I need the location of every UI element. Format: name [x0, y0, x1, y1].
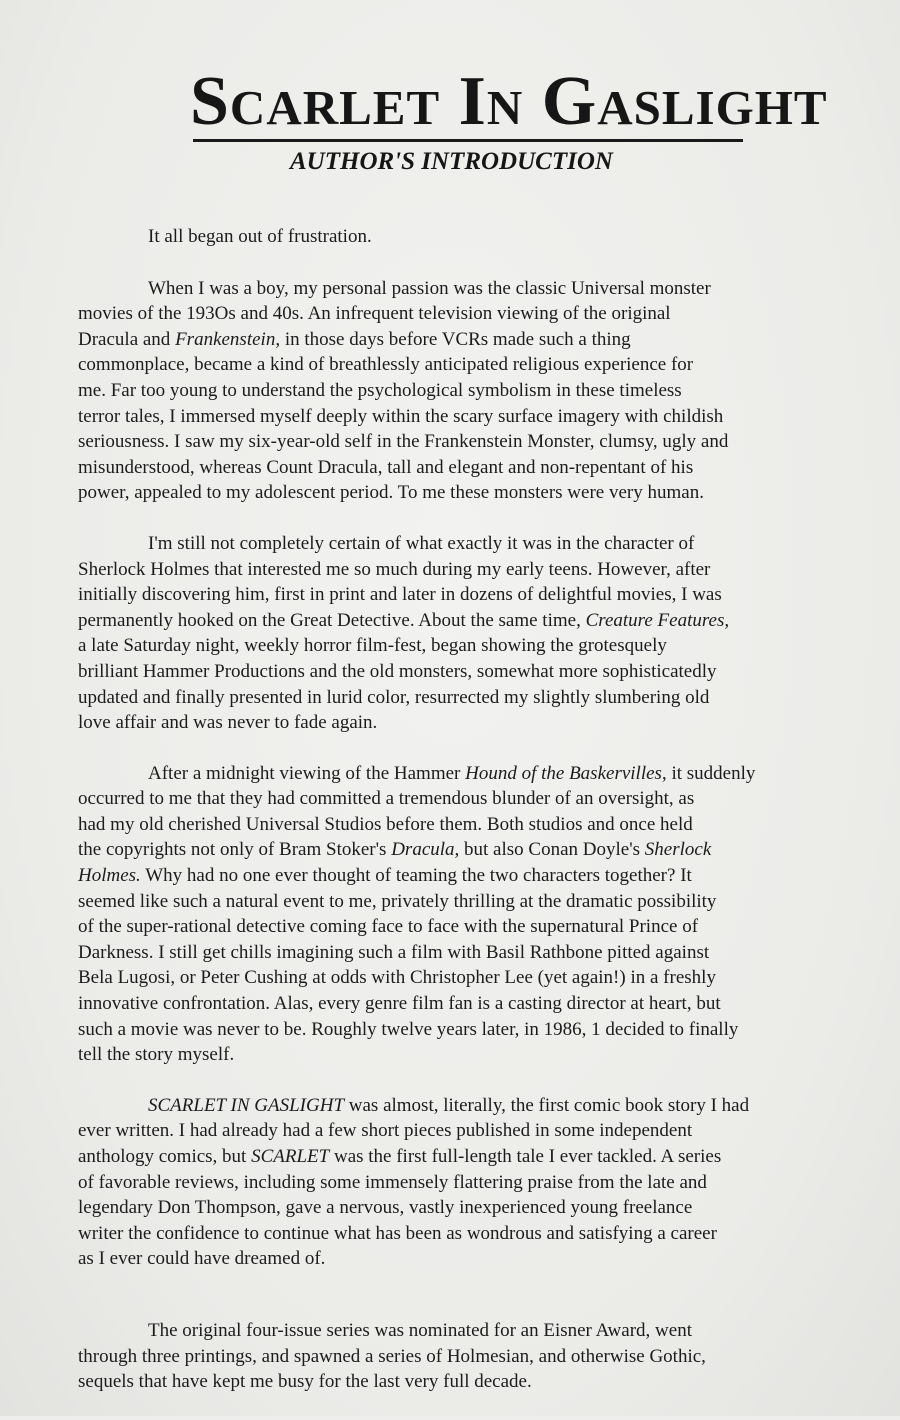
text-line: anthology comics, but SCARLET was the first full-length tale I ever tackled. A series	[78, 1146, 722, 1167]
text-line: initially discovering him, first in print and later in dozens of delightful movies, I was	[78, 584, 722, 606]
text-line: movies of the 193Os and 40s. An infrequent television viewing of the original	[78, 303, 671, 325]
text-line: misunderstood, whereas Count Dracula, tall and elegant and non-repentant of his	[78, 456, 694, 478]
text-line: Bela Lugosi, or Peter Cushing at odds with Christopher Lee (yet again!) in a freshly	[78, 967, 716, 989]
text-line: I'm still not completely certain of what exactly it was in the character of	[148, 532, 695, 554]
text-line: commonplace, became a kind of breathlessly anticipated religious experience for	[78, 354, 694, 376]
text-line: After a midnight viewing of the Hammer Hound of the Baskervilles, it suddenly	[148, 762, 756, 784]
text-line: Holmes. Why had no one ever thought of teaming the two characters together? It	[78, 865, 692, 887]
text-line: Dracula and Frankenstein, in those days before VCRs made such a thing	[78, 328, 631, 350]
text-line: SCARLET IN GASLIGHT was almost, literally, the first comic book story I had	[148, 1094, 750, 1116]
text-line: updated and finally presented in lurid color, resurrected my slightly slumbering old	[78, 686, 710, 708]
text-line: a late Saturday night, weekly horror film-fest, began showing the grotesquely	[78, 635, 667, 657]
section-subtitle: AUTHOR'S INTRODUCTION	[290, 148, 613, 175]
text-line: power, appealed to my adolescent period. To me these monsters were very human.	[78, 482, 704, 504]
text-line: innovative confrontation. Alas, every genre film fan is a casting director at heart, but	[78, 993, 721, 1015]
text-line: love affair and was never to fade again.	[78, 712, 378, 734]
introduction-body	[78, 224, 868, 1420]
paragraph	[78, 1093, 868, 1272]
text-line: permanently hooked on the Great Detective. About the same time, Creature Features,	[78, 609, 730, 631]
text-line: Darkness. I still get chills imagining such a film with Basil Rathbone pitted against	[78, 941, 710, 963]
text-line: The original four-issue series was nominated for an Eisner Award, went	[148, 1319, 692, 1341]
text-line: It all began out of frustration.	[148, 226, 372, 247]
paragraph	[78, 761, 868, 1068]
text-line: occurred to me that they had committed a tremendous blunder of an oversight, as	[78, 788, 695, 810]
title-rule	[193, 139, 743, 142]
paragraph	[78, 276, 868, 506]
text-line: When I was a boy, my personal passion was the classic Universal monster	[148, 277, 711, 299]
text-line: the copyrights not only of Bram Stoker's Dracula, but also Conan Doyle's Sherlock	[78, 839, 712, 861]
text-line: seriousness. I saw my six-year-old self in the Frankenstein Monster, clumsy, ugly and	[78, 431, 729, 453]
paragraph	[78, 224, 868, 250]
text-line: legendary Don Thompson, gave a nervous, vastly inexperienced young freelance	[78, 1197, 693, 1219]
text-line: had my old cherished Universal Studios before them. Both studios and once held	[78, 813, 693, 835]
page-title: Scarlet In Gaslight	[190, 63, 828, 140]
text-line: terror tales, I immersed myself deeply within the scary surface imagery with childish	[78, 405, 724, 427]
text-line: me. Far too young to understand the psychological symbolism in these timeless	[78, 379, 682, 401]
text-line: brilliant Hammer Productions and the old monsters, somewhat more sophisticatedly	[78, 660, 717, 682]
text-line: such a movie was never to be. Roughly twelve years later, in 1986, 1 decided to finally	[78, 1018, 739, 1040]
paragraph	[78, 531, 868, 736]
text-line: as I ever could have dreamed of.	[78, 1248, 326, 1270]
text-line: ever written. I had already had a few short pieces published in some independent	[78, 1120, 693, 1142]
text-line: through three printings, and spawned a series of Holmesian, and otherwise Gothic,	[78, 1345, 706, 1367]
paragraph	[78, 1318, 868, 1395]
text-line: of the super-rational detective coming face to face with the supernatural Prince of	[78, 916, 699, 938]
text-line: Sherlock Holmes that interested me so much during my early teens. However, after	[78, 558, 711, 580]
text-line: sequels that have kept me busy for the last very full decade.	[78, 1371, 532, 1393]
text-line: of favorable reviews, including some immensely flattering praise from the late and	[78, 1171, 707, 1193]
text-line: tell the story myself.	[78, 1044, 235, 1066]
text-line: writer the confidence to continue what has been as wondrous and satisfying a career	[78, 1222, 717, 1244]
text-line: seemed like such a natural event to me, privately thrilling at the dramatic possibility	[78, 890, 717, 912]
